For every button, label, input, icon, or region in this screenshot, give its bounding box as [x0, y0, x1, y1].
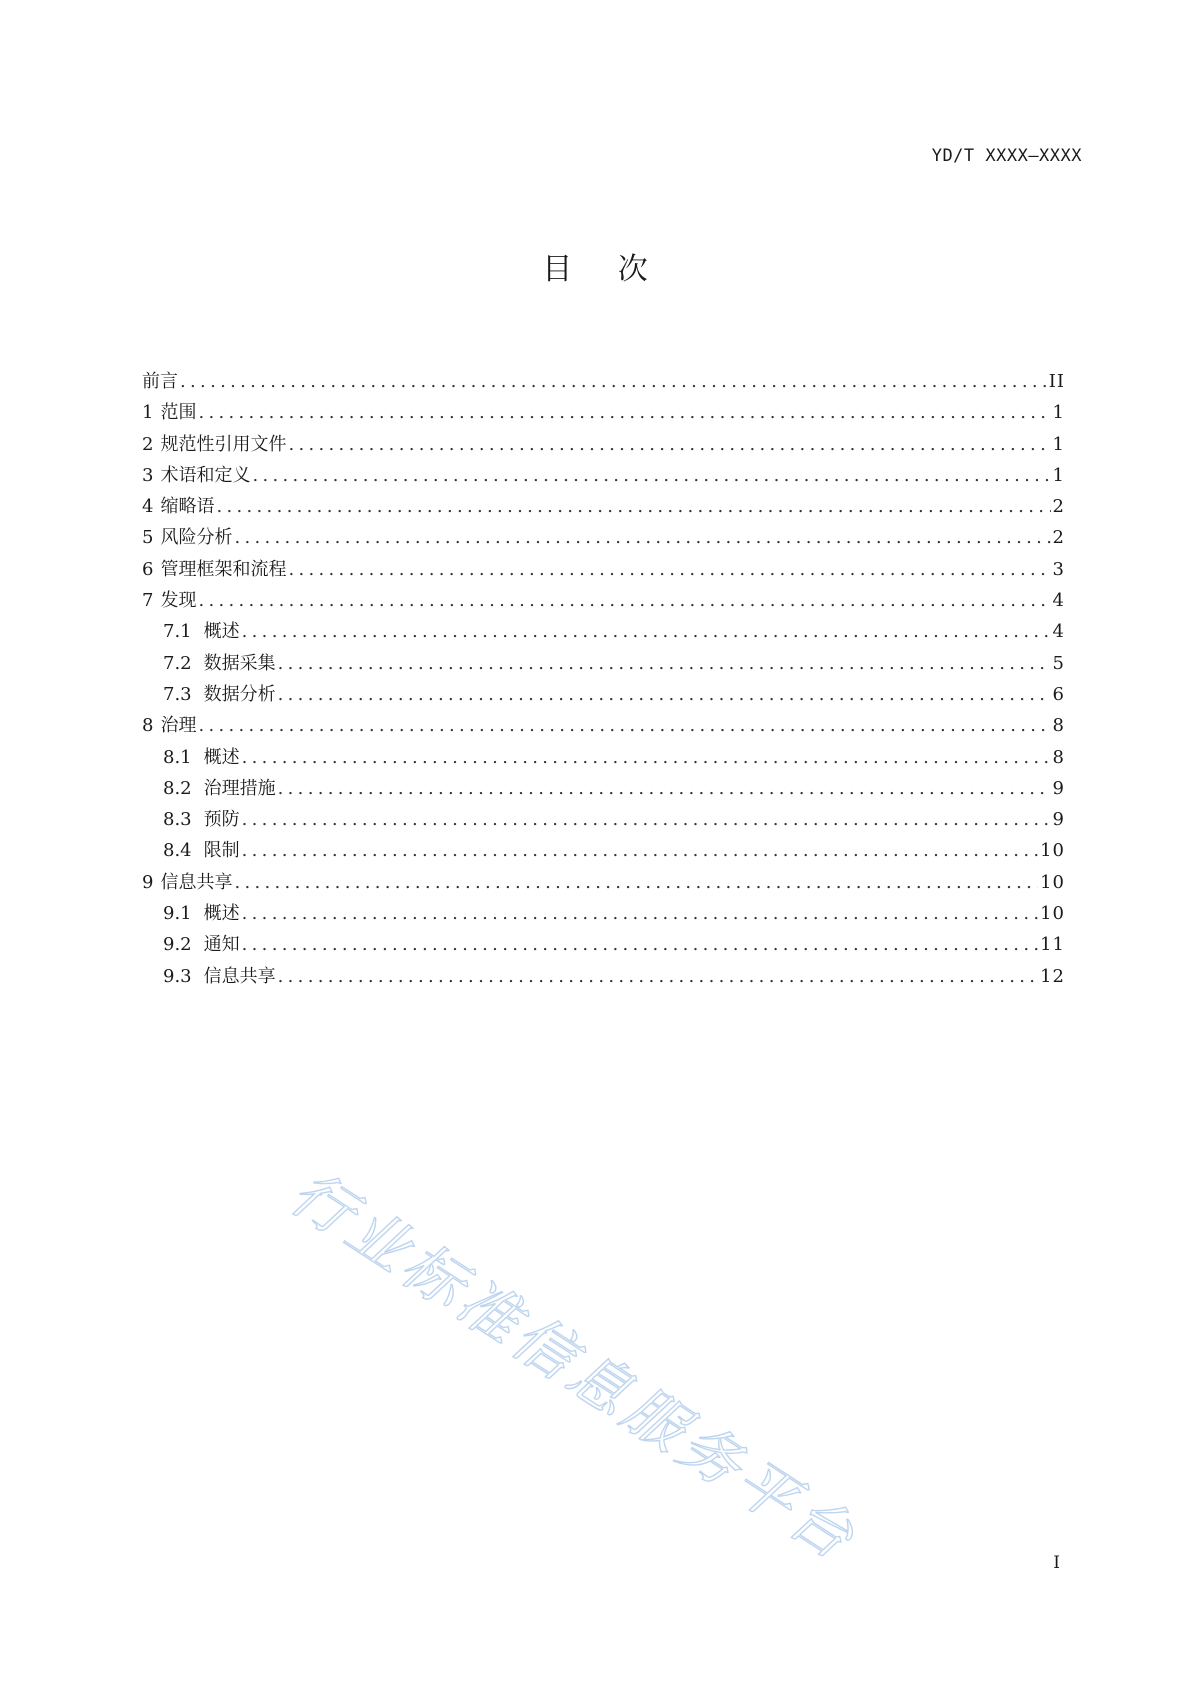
toc-entry-text: 前言: [142, 371, 178, 392]
page-title: 目 次: [542, 252, 666, 287]
toc-entry[interactable]: [142, 616, 1065, 647]
toc-leader-dots: [242, 835, 1038, 866]
toc-leader-dots: [252, 460, 1050, 491]
toc-entry-number: 8.3: [163, 809, 192, 831]
standard-number: YD/T XXXX—XXXX: [931, 146, 1082, 166]
toc-entry-label: [163, 679, 276, 710]
toc-entry-label: [163, 898, 240, 929]
toc-entry-text: 数据分析: [203, 683, 276, 705]
toc-entry-page: II: [1048, 371, 1065, 392]
toc-entry-page: 4: [1052, 621, 1065, 643]
toc-entry-text: 通知: [203, 934, 240, 956]
toc-entry-number: 2: [142, 433, 154, 455]
toc-entry-page: 1: [1052, 433, 1065, 455]
toc-entry-label: [163, 961, 276, 992]
toc-entry-number: 9.3: [163, 965, 192, 987]
toc-entry-number: 3: [142, 464, 154, 486]
page-number: I: [1053, 1553, 1060, 1573]
toc-entry[interactable]: [142, 961, 1065, 992]
toc-entry-text: 风险分析: [160, 527, 233, 549]
toc-entry[interactable]: [142, 522, 1065, 553]
toc-entry-page: 4: [1052, 590, 1065, 612]
toc-entry[interactable]: [142, 742, 1065, 773]
toc-entry-label: [142, 491, 214, 522]
toc-entry-page: 9: [1052, 809, 1065, 831]
toc-entry-page: 1: [1052, 402, 1065, 424]
toc-entry[interactable]: [142, 835, 1065, 866]
toc-entry-text: 管理框架和流程: [160, 558, 287, 580]
toc-leader-dots: [278, 961, 1038, 992]
toc-entry-number: 8: [142, 715, 154, 737]
toc-entry-number: 7.1: [163, 621, 192, 643]
toc-entry[interactable]: [142, 898, 1065, 929]
toc-entry-page: 2: [1052, 527, 1065, 549]
toc-leader-dots: [198, 585, 1050, 616]
toc-entry-text: 范围: [160, 402, 197, 424]
toc-leader-dots: [198, 710, 1050, 741]
toc-entry-text: 限制: [203, 840, 240, 862]
toc-entry-page: 1: [1052, 464, 1065, 486]
toc-leader-dots: [234, 867, 1038, 898]
toc-entry-number: 9: [142, 871, 154, 893]
toc-entry-label: [163, 773, 276, 804]
toc-entry[interactable]: [142, 773, 1065, 804]
toc-leader-dots: [278, 648, 1051, 679]
toc-entry-number: 7.2: [163, 652, 192, 674]
toc-entry[interactable]: [142, 710, 1065, 741]
toc-entry-text: 数据采集: [203, 652, 276, 674]
toc-leader-dots: [234, 522, 1050, 553]
toc-entry[interactable]: [142, 366, 1065, 397]
toc-entry-text: 治理: [160, 715, 197, 737]
toc-leader-dots: [216, 491, 1050, 522]
toc-leader-dots: [242, 616, 1051, 647]
toc-entry-page: 5: [1052, 652, 1065, 674]
toc-entry-label: [142, 460, 250, 491]
toc-entry-page: 12: [1040, 965, 1065, 987]
toc-leader-dots: [288, 429, 1050, 460]
toc-entry[interactable]: [142, 491, 1065, 522]
toc-entry-text: 缩略语: [160, 496, 215, 518]
toc-entry-label: [163, 742, 240, 773]
toc-leader-dots: [242, 929, 1038, 960]
toc-entry-page: 8: [1052, 746, 1065, 768]
toc-entry-number: 7: [142, 590, 154, 612]
toc-entry-number: 1: [142, 402, 154, 424]
toc-entry-page: 9: [1052, 777, 1065, 799]
toc-entry[interactable]: [142, 429, 1065, 460]
toc-leader-dots: [242, 742, 1051, 773]
table-of-contents: [142, 366, 1065, 992]
toc-entry-label: [163, 616, 240, 647]
toc-entry-page: 10: [1040, 871, 1065, 893]
toc-entry-number: 8.4: [163, 840, 192, 862]
toc-entry-label: [163, 929, 240, 960]
toc-entry-text: 概述: [203, 746, 240, 768]
toc-entry-label: [142, 585, 196, 616]
toc-entry-page: 2: [1052, 496, 1065, 518]
toc-leader-dots: [278, 773, 1051, 804]
toc-entry-label: [142, 366, 178, 397]
toc-leader-dots: [198, 397, 1050, 428]
toc-entry-label: [142, 397, 196, 428]
toc-entry-label: [142, 554, 286, 585]
toc-entry-text: 概述: [203, 903, 240, 925]
toc-entry-text: 信息共享: [160, 871, 233, 893]
toc-leader-dots: [242, 804, 1051, 835]
toc-entry-number: 7.3: [163, 683, 192, 705]
toc-entry-number: 9.1: [163, 903, 192, 925]
toc-entry-number: 4: [142, 496, 154, 518]
toc-entry[interactable]: [142, 679, 1065, 710]
toc-entry-text: 预防: [203, 809, 240, 831]
toc-entry-number: 9.2: [163, 934, 192, 956]
toc-entry-label: [163, 648, 276, 679]
toc-entry-text: 发现: [160, 590, 197, 612]
toc-entry-text: 术语和定义: [160, 464, 251, 486]
toc-entry-label: [163, 804, 240, 835]
toc-entry-page: 10: [1040, 903, 1065, 925]
toc-entry[interactable]: [142, 867, 1065, 898]
toc-entry[interactable]: [142, 648, 1065, 679]
toc-leader-dots: [278, 679, 1051, 710]
toc-entry[interactable]: [142, 460, 1065, 491]
toc-entry-page: 8: [1052, 715, 1065, 737]
toc-entry-number: 8.1: [163, 746, 192, 768]
toc-entry-page: 3: [1052, 558, 1065, 580]
toc-entry-label: [142, 429, 286, 460]
toc-entry-number: 6: [142, 558, 154, 580]
toc-entry-page: 11: [1040, 934, 1065, 956]
toc-leader-dots: [180, 366, 1047, 397]
toc-entry-page: 6: [1052, 683, 1065, 705]
toc-entry[interactable]: [142, 929, 1065, 960]
toc-entry-text: 规范性引用文件: [160, 433, 287, 455]
toc-entry-label: [142, 710, 196, 741]
toc-entry-page: 10: [1040, 840, 1065, 862]
toc-entry-label: [142, 522, 232, 553]
toc-leader-dots: [242, 898, 1038, 929]
toc-entry-text: 治理措施: [203, 777, 276, 799]
watermark: 行业标准信息服务平台: [278, 1157, 870, 1577]
toc-entry-text: 概述: [203, 621, 240, 643]
toc-entry-text: 信息共享: [203, 965, 276, 987]
toc-entry-label: [142, 867, 232, 898]
toc-entry[interactable]: [142, 585, 1065, 616]
toc-entry[interactable]: [142, 397, 1065, 428]
toc-entry-number: 5: [142, 527, 154, 549]
toc-entry[interactable]: [142, 554, 1065, 585]
toc-leader-dots: [288, 554, 1050, 585]
toc-entry[interactable]: [142, 804, 1065, 835]
toc-entry-number: 8.2: [163, 777, 192, 799]
toc-entry-label: [163, 835, 240, 866]
